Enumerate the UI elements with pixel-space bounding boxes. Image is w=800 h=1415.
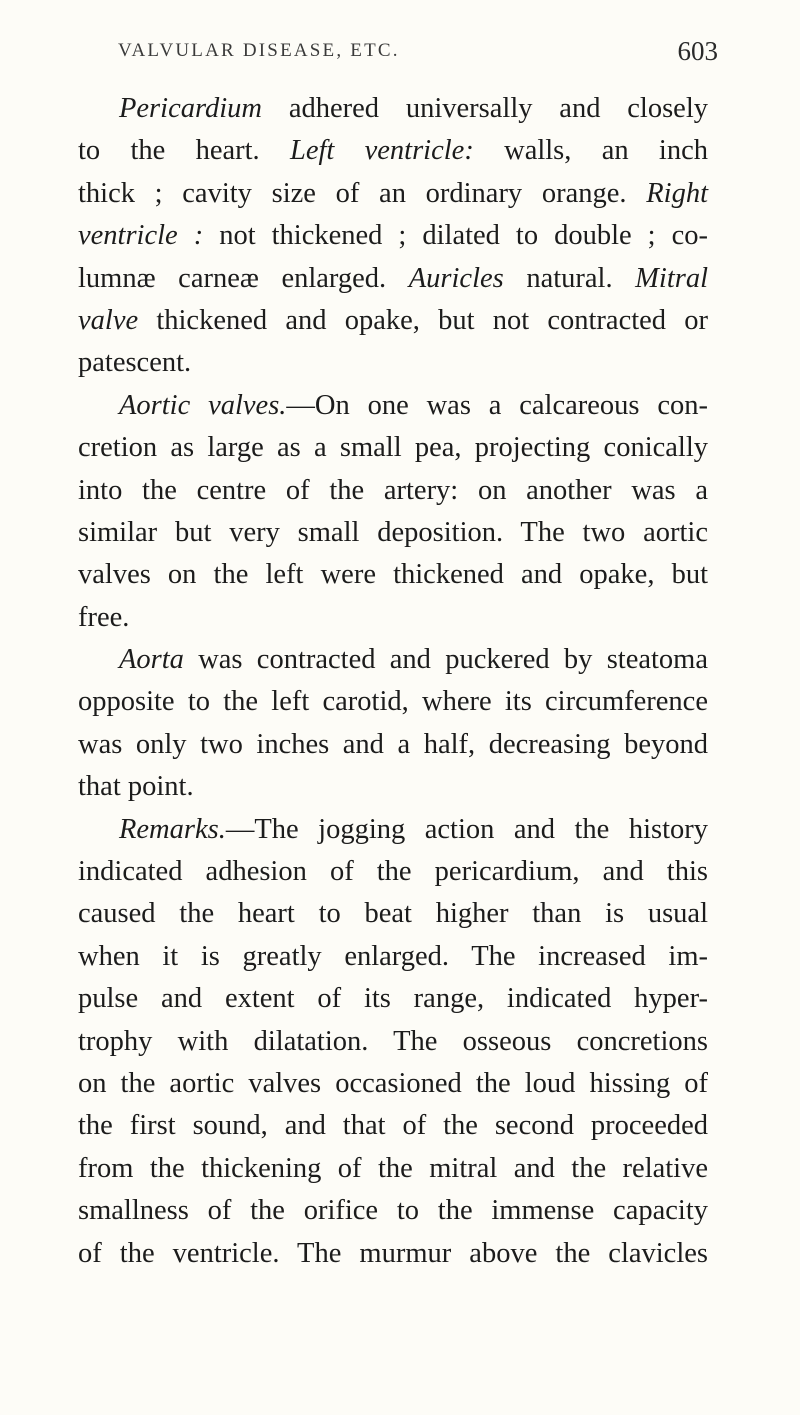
- text-segment: cretion as large as a small pea, projecting conically: [78, 432, 708, 464]
- text-segment: thickened and opake, but not contracted or: [138, 304, 708, 336]
- text-segment: indicated adhesion of the pericardium, and this: [78, 856, 708, 888]
- text-line: [78, 639, 708, 681]
- text-line: [78, 88, 708, 130]
- italic-text-segment: Remarks.: [119, 813, 226, 845]
- text-line: [78, 427, 708, 469]
- text-segment: lumnæ carneæ enlarged.: [78, 262, 409, 294]
- text-segment: of the ventricle. The murmur above the clavicles: [78, 1237, 708, 1269]
- italic-text-segment: Aorta: [119, 644, 184, 676]
- italic-text-segment: Aortic valves.: [119, 389, 287, 421]
- text-line: [78, 130, 708, 172]
- text-segment: pulse and extent of its range, indicated hyper-: [78, 983, 708, 1015]
- text-segment: when it is greatly enlarged. The increased im-: [78, 940, 708, 972]
- text-line: [78, 512, 708, 554]
- text-segment: smallness of the orifice to the immense capacity: [78, 1195, 708, 1227]
- text-line: [78, 385, 708, 427]
- text-line: [78, 597, 708, 639]
- italic-text-segment: valve: [78, 304, 139, 336]
- text-segment: trophy with dilatation. The osseous concretions: [78, 1025, 708, 1057]
- italic-text-segment: Left ventricle:: [289, 135, 474, 167]
- text-line: [78, 724, 708, 766]
- text-line: [78, 258, 708, 300]
- text-segment: valves on the left were thickened and opake, but: [78, 559, 708, 591]
- text-line: [78, 936, 708, 978]
- text-segment: to the heart.: [78, 135, 290, 167]
- running-head: [118, 36, 718, 70]
- text-line: [78, 978, 708, 1020]
- text-segment: into the centre of the artery: on another was a: [78, 474, 708, 506]
- text-line: [78, 342, 708, 384]
- text-line: [78, 1021, 708, 1063]
- text-line: [78, 766, 708, 808]
- text-segment: adhered universally and closely: [262, 93, 708, 124]
- text-segment: walls, an inch: [473, 135, 708, 167]
- text-segment: that point.: [78, 771, 194, 803]
- text-segment: patescent.: [78, 347, 192, 379]
- text-segment: was only two inches and a half, decreasing beyond: [78, 728, 708, 760]
- italic-text-segment: ventricle :: [78, 220, 204, 252]
- text-segment: natural.: [503, 262, 636, 294]
- italic-text-segment: Pericardium: [119, 93, 263, 124]
- text-segment: —The jogging action and the history: [225, 813, 708, 845]
- text-line: [78, 809, 708, 851]
- text-segment: similar but very small deposition. The two aortic: [78, 516, 708, 548]
- text-line: [78, 851, 708, 893]
- text-line: [78, 681, 708, 723]
- text-line: [78, 554, 708, 596]
- italic-text-segment: Auricles: [408, 262, 504, 294]
- body-text: [78, 88, 708, 1275]
- text-segment: not thickened ; dilated to double ; co-: [203, 220, 708, 252]
- text-line: [78, 1148, 708, 1190]
- text-segment: opposite to the left carotid, where its circumference: [78, 686, 708, 718]
- text-line: [78, 173, 708, 215]
- text-segment: —On one was a calcareous con-: [286, 389, 708, 421]
- text-line: [78, 893, 708, 935]
- text-segment: from the thickening of the mitral and the relative: [78, 1152, 708, 1184]
- text-segment: thick ; cavity size of an ordinary orange.: [78, 177, 647, 209]
- text-segment: on the aortic valves occasioned the loud hissing of: [78, 1067, 708, 1099]
- text-line: [78, 215, 708, 257]
- text-line: [78, 1233, 708, 1275]
- text-line: [78, 1063, 708, 1105]
- text-segment: free.: [78, 601, 130, 633]
- text-line: [78, 1190, 708, 1232]
- italic-text-segment: Right: [646, 177, 708, 209]
- text-segment: caused the heart to beat higher than is usual: [78, 898, 708, 930]
- text-line: [78, 300, 708, 342]
- text-segment: the first sound, and that of the second proceeded: [78, 1110, 708, 1142]
- text-line: [78, 1105, 708, 1147]
- page-number: 603: [677, 36, 718, 66]
- text-line: [78, 470, 708, 512]
- italic-text-segment: Mitral: [635, 262, 708, 294]
- text-segment: was contracted and puckered by steatoma: [183, 644, 708, 676]
- running-head-title: VALVULAR DISEASE, ETC.: [118, 40, 400, 61]
